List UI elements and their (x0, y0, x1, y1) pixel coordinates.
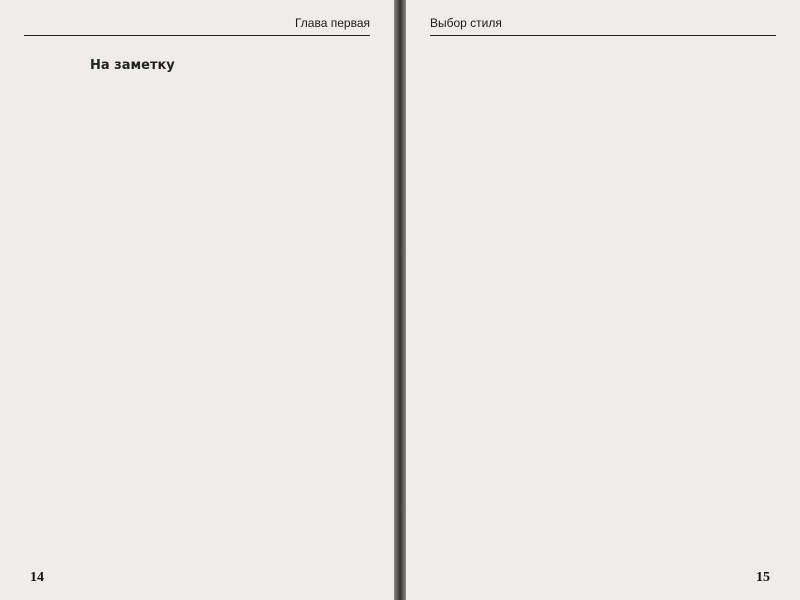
page-number: 14 (30, 570, 44, 585)
header-rule (24, 35, 370, 36)
right-page (406, 0, 800, 600)
left-page (0, 0, 394, 600)
sidebar-title: На заметку (90, 58, 175, 73)
running-head: Выбор стиля (430, 16, 502, 30)
body-text (26, 52, 368, 540)
header-rule (430, 35, 776, 36)
sidebar-note (90, 58, 368, 73)
body-text (432, 52, 774, 540)
running-head: Глава первая (294, 16, 370, 30)
book-gutter (394, 0, 406, 600)
page-number: 15 (756, 570, 770, 585)
